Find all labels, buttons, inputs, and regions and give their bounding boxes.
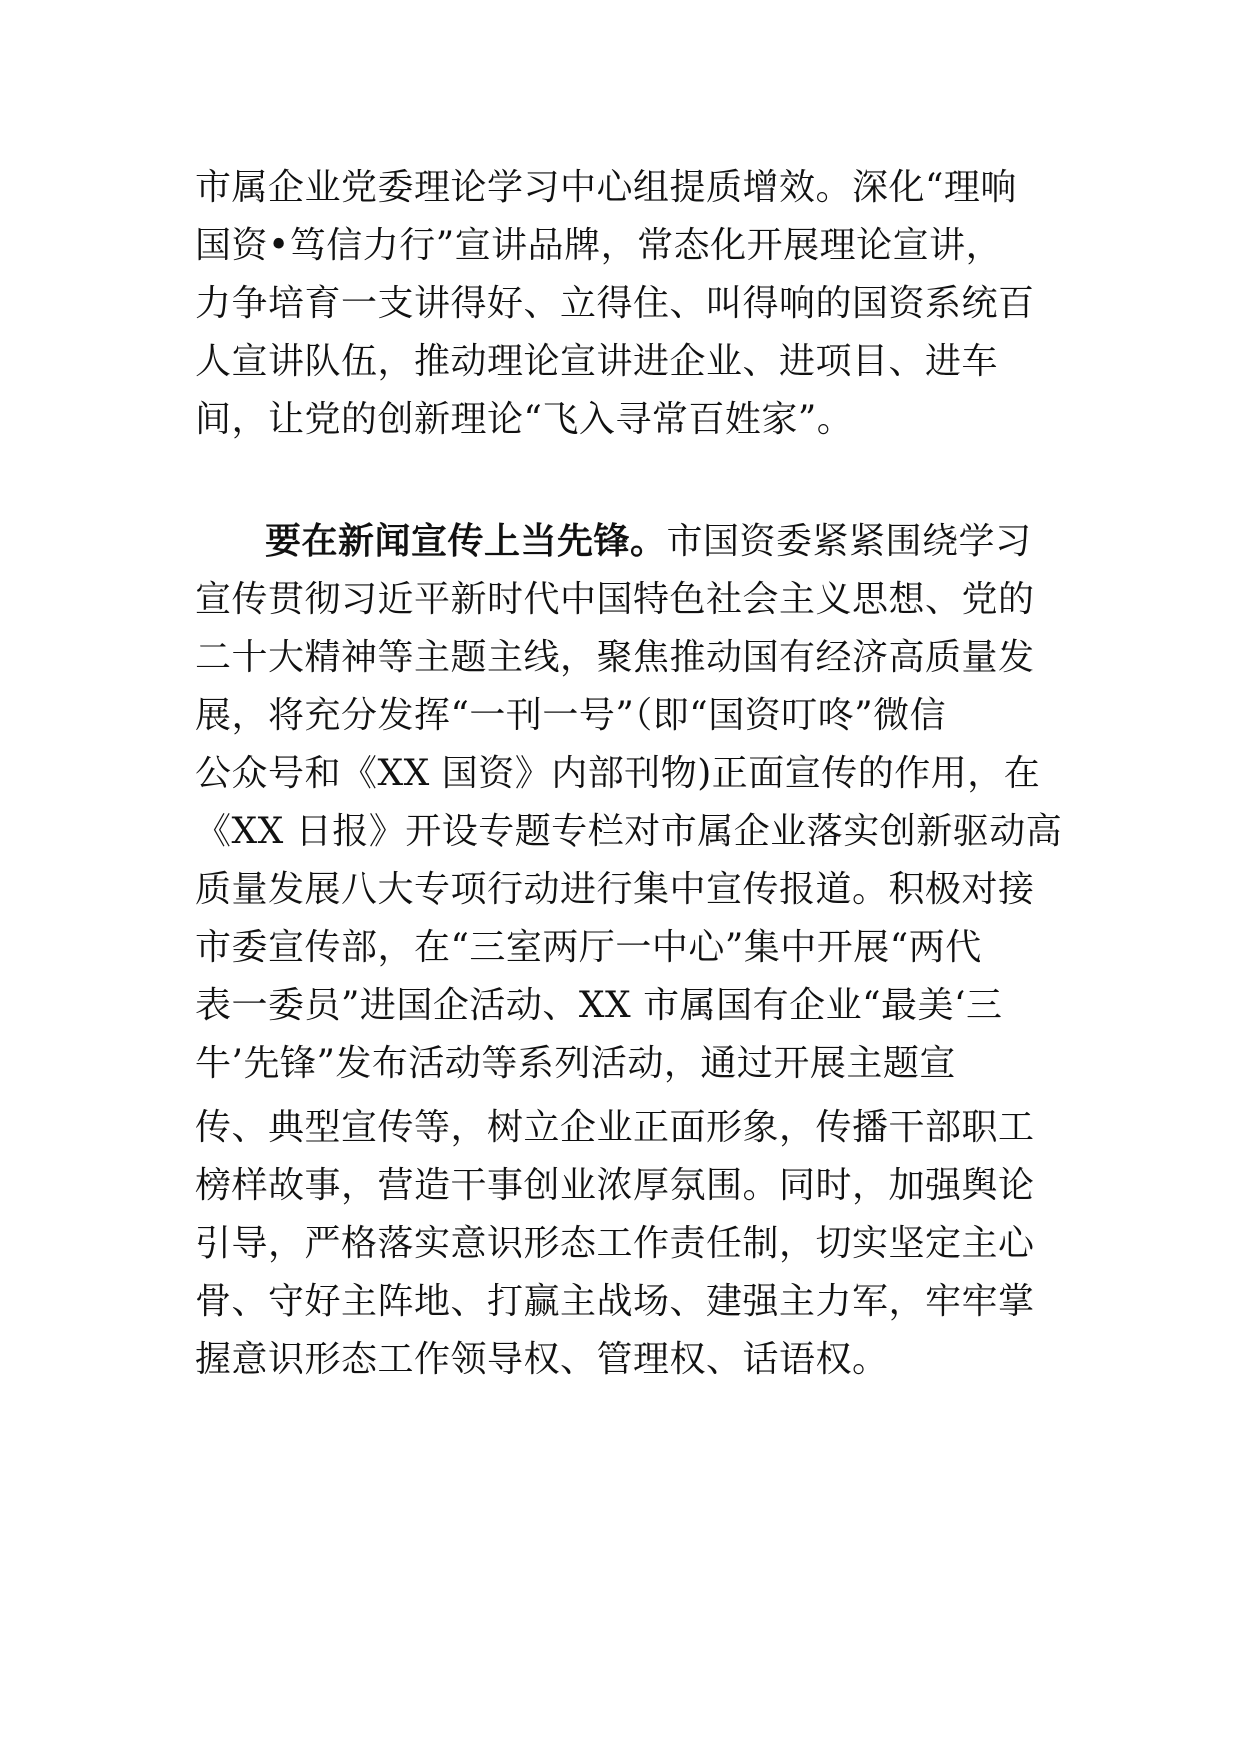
paragraph2-line-6: 《XX 日报》开设专题专栏对市属企业落实创新驱动高 [195, 811, 1063, 852]
paragraph1-line-3: 力争培育一支讲得好、立得住、叫得响的国资系统百 [195, 283, 1035, 324]
paragraph2-line-8: 市委宣传部，在“三室两厅一中心”集中开展“两代 [195, 927, 982, 968]
paragraph1-line-1: 市属企业党委理论学习中心组提质增效。深化“理响 [195, 167, 1017, 208]
paragraph1-line-5: 间，让党的创新理论“飞入寻常百姓家”。 [195, 399, 854, 440]
paragraph2-line-14: 骨、守好主阵地、打赢主战场、建强主力军，牢牢掌 [195, 1281, 1035, 1322]
paragraph1-line-4: 人宣讲队伍，推动理论宣讲进企业、进项目、进车 [195, 341, 999, 382]
paragraph2-heading: 要在新闻宣传上当先锋。 [265, 521, 667, 562]
paragraph2-line-4: 展，将充分发挥“一刊一号”（即“国资叮咚”微信 [195, 695, 947, 736]
paragraph2-line-7: 质量发展八大专项行动进行集中宣传报道。积极对接 [195, 869, 1035, 910]
paragraph2-line-13: 引导，严格落实意识形态工作责任制，切实坚定主心 [195, 1223, 1035, 1264]
paragraph2-line-15: 握意识形态工作领导权、管理权、话语权。 [195, 1339, 889, 1380]
paragraph2-line-10: 牛’先锋”发布活动等系列活动，通过开展主题宣 [195, 1043, 956, 1084]
paragraph1-line-2: 国资•笃信力行”宣讲品牌，常态化开展理论宣讲， [195, 225, 1003, 266]
paragraph2-line-9: 表一委员”进国企活动、XX 市属国有企业“最美‘三 [195, 985, 1003, 1026]
paragraph2-line-3: 二十大精神等主题主线，聚焦推动国有经济高质量发 [195, 637, 1035, 678]
paragraph2-line-12: 榜样故事，营造干事创业浓厚氛围。同时，加强舆论 [195, 1165, 1035, 1206]
paragraph2-line-2: 宣传贯彻习近平新时代中国特色社会主义思想、党的 [195, 579, 1035, 620]
paragraph2-line-11: 传、典型宣传等，树立企业正面形象，传播干部职工 [195, 1107, 1035, 1148]
paragraph2-line-5: 公众号和《XX 国资》内部刊物)正面宣传的作用，在 [195, 753, 1041, 794]
paragraph2-line-1 [265, 522, 1115, 562]
paragraph2-first-line-rest: 市国资委紧紧围绕学习 [666, 521, 1032, 562]
